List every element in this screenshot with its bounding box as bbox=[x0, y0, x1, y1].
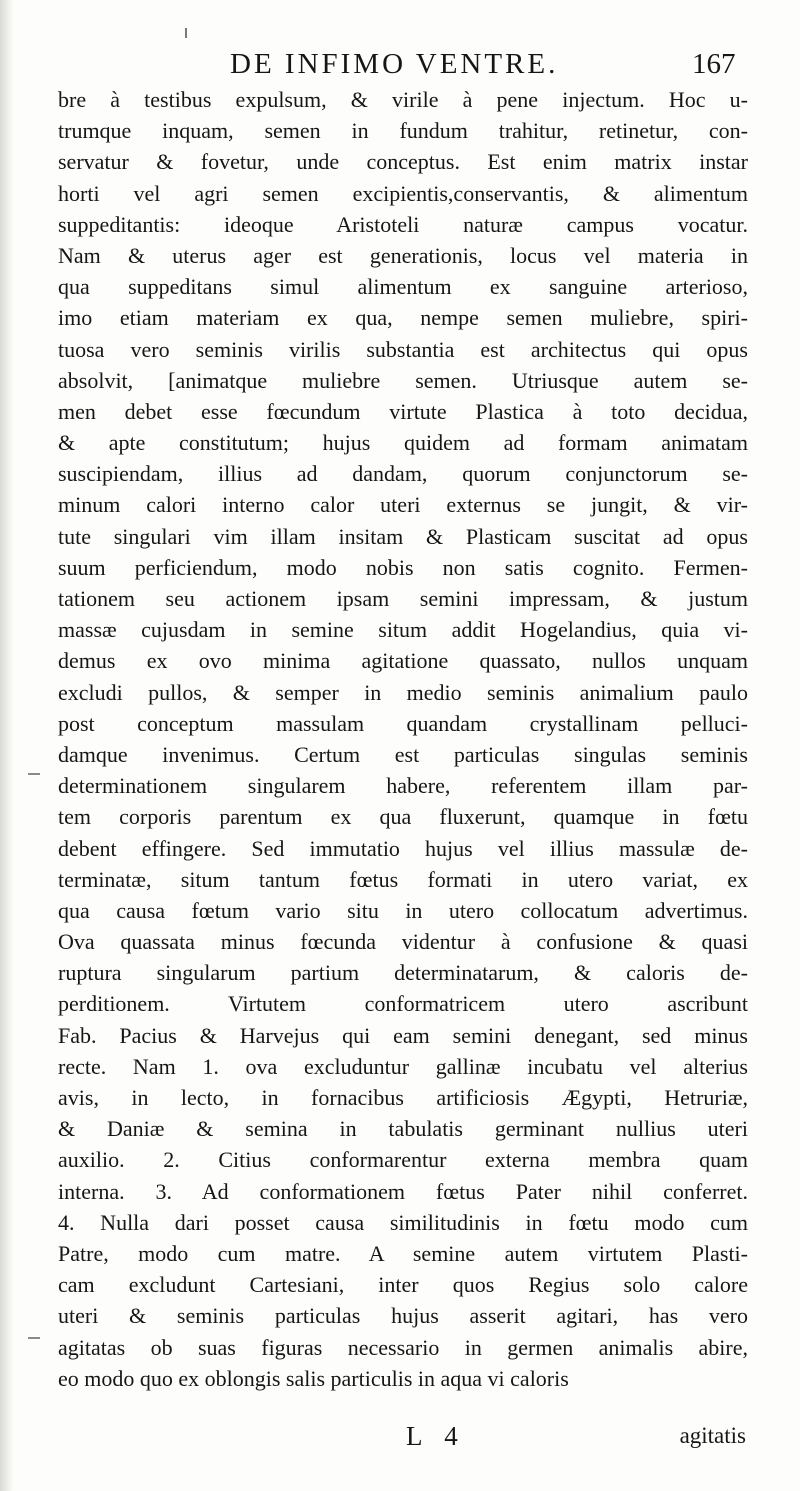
text-line: qua causa fœtum vario situ in utero collocatum advertimus. bbox=[58, 897, 748, 923]
text-line: 4. Nulla dari posset causa similitudinis in fœtu modo cum bbox=[58, 1209, 748, 1235]
text-line: suum perficiendum, modo nobis non satis cognito. Fermen- bbox=[58, 554, 748, 580]
text-line: massæ cujusdam in semine situm addit Hogelandius, quia vi- bbox=[58, 617, 748, 643]
margin-mark bbox=[28, 773, 40, 775]
text-line: absolvit, [animatque muliebre semen. Utriusque autem se- bbox=[58, 367, 748, 393]
text-line: debent effingere. Sed immutatio hujus vel illius massulæ de- bbox=[58, 835, 748, 861]
text-line: Patre, modo cum matre. A semine autem virtutem Plasti- bbox=[58, 1240, 748, 1266]
text-line: eo modo quo ex oblongis salis particulis in aqua vi caloris bbox=[58, 1365, 569, 1391]
text-line: bre à testibus expulsum, & virile à pene injectum. Hoc u- bbox=[58, 87, 748, 112]
text-line: servatur & fovetur, unde conceptus. Est enim matrix instar bbox=[58, 149, 748, 175]
page-number: 167 bbox=[692, 48, 736, 80]
text-line: qua suppeditans simul alimentum ex sanguine arterioso, bbox=[58, 274, 748, 300]
text-line: tem corporis parentum ex qua fluxerunt, quamque in fœtu bbox=[58, 804, 748, 830]
text-line: suppeditantis: ideoque Aristoteli naturæ campus vocatur. bbox=[58, 211, 748, 237]
text-line: determinationem singularem habere, referentem illam par- bbox=[58, 773, 748, 799]
text-line: auxilio. 2. Citius conformarentur externa membra quam bbox=[58, 1147, 748, 1173]
text-line: & apte constitutum; hujus quidem ad formam animatam bbox=[58, 430, 748, 456]
text-line: tuosa vero seminis virilis substantia est architectus qui opus bbox=[58, 336, 748, 362]
margin-mark bbox=[28, 1337, 40, 1339]
text-line: perditionem. Virtutem conformatricem utero ascribunt bbox=[58, 991, 748, 1017]
running-title: DE INFIMO VENTRE. bbox=[230, 48, 559, 80]
text-line: & Daniæ & semina in tabulatis germinant nullius uteri bbox=[58, 1116, 748, 1142]
text-line: recte. Nam 1. ova excluduntur gallinæ incubatu vel alterius bbox=[58, 1053, 748, 1079]
text-line: Ova quassata minus fœcunda videntur à confusione & quasi bbox=[58, 929, 748, 955]
text-line: damque invenimus. Certum est particulas singulas seminis bbox=[58, 741, 748, 767]
text-line: trumque inquam, semen in fundum trahitur, retinetur, con- bbox=[58, 118, 748, 144]
text-line: excludi pullos, & semper in medio seminis animalium paulo bbox=[58, 679, 748, 705]
text-line: horti vel agri semen excipientis,conservantis, & alimentum bbox=[58, 180, 748, 206]
text-line: Fab. Pacius & Harvejus qui eam semini denegant, sed minus bbox=[58, 1022, 748, 1048]
page-body bbox=[58, 84, 748, 1394]
text-line: men debet esse fœcundum virtute Plastica à toto decidua, bbox=[58, 398, 748, 424]
text-line: cam excludunt Cartesiani, inter quos Regius solo calore bbox=[58, 1272, 748, 1298]
text-line: uteri & seminis particulas hujus asserit agitari, has vero bbox=[58, 1303, 748, 1329]
text-line: avis, in lecto, in fornacibus artificiosis Ægypti, Hetruriæ, bbox=[58, 1085, 748, 1110]
text-line: tute singulari vim illam insitam & Plasticam suscitat ad opus bbox=[58, 523, 748, 549]
catchword: agitatis bbox=[679, 1423, 746, 1448]
text-line: imo etiam materiam ex qua, nempe semen muliebre, spiri- bbox=[58, 305, 748, 331]
text-line: agitatas ob suas figuras necessario in germen animalis abire, bbox=[58, 1334, 748, 1360]
text-line: post conceptum massulam quandam crystallinam pelluci- bbox=[58, 710, 748, 736]
print-mark bbox=[185, 28, 187, 38]
text-line: Nam & uterus ager est generationis, locus vel materia in bbox=[58, 242, 748, 268]
text-line: ruptura singularum partium determinatarum, & caloris de- bbox=[58, 960, 748, 986]
text-line: terminatæ, situm tantum fœtus formati in utero variat, ex bbox=[58, 866, 748, 892]
gathering-signature: L 4 bbox=[406, 1421, 466, 1451]
text-line: interna. 3. Ad conformationem fœtus Pater nihil conferret. bbox=[58, 1178, 748, 1204]
text-line: suscipiendam, illius ad dandam, quorum conjunctorum se- bbox=[58, 461, 748, 487]
text-line: demus ex ovo minima agitatione quassato, nullos unquam bbox=[58, 648, 748, 674]
page-gutter-shadow bbox=[0, 0, 14, 1491]
text-line: tationem seu actionem ipsam semini impressam, & justum bbox=[58, 586, 748, 611]
text-line: minum calori interno calor uteri externus se jungit, & vir- bbox=[58, 492, 748, 518]
